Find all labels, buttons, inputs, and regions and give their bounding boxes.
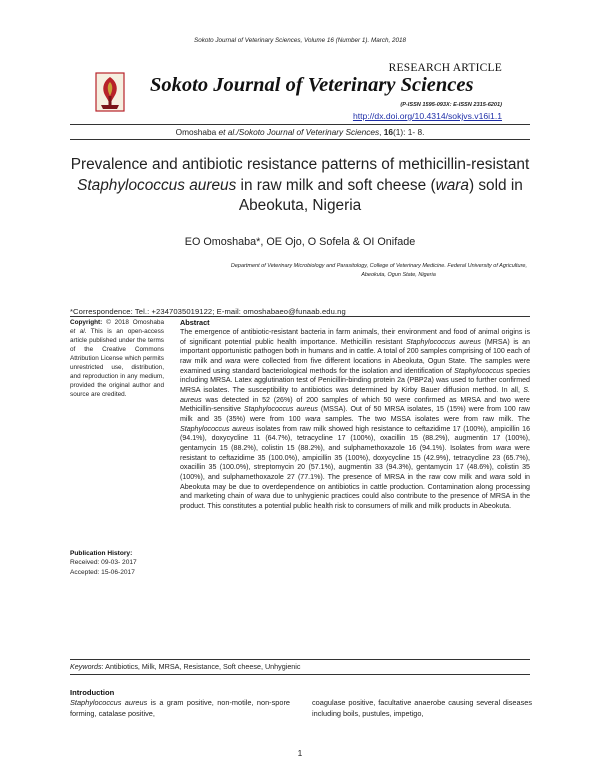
abstract-heading: Abstract: [180, 318, 210, 327]
abstract-italic: wara: [305, 415, 321, 424]
citation-authors: Omoshaba: [175, 127, 219, 137]
abstract-text: due to unhygienic practices could also contribute to the presence of MRSA in the product. This constitutes a potential public health risk to consumers of milk and milk products in Abeokuta.: [180, 492, 531, 510]
citation-divider: [70, 139, 530, 140]
keywords-text: : Antibiotics, Milk, MRSA, Resistance, Soft cheese, Unhygienic: [101, 662, 301, 671]
citation-journal: ./Sokoto Journal of Veterinary Sciences: [234, 127, 380, 137]
copyright-label: Copyright:: [70, 319, 103, 326]
abstract-italic: Staphylococcus aureus: [405, 337, 481, 346]
abstract-divider: [70, 316, 530, 317]
abstract-text: isolates from raw milk showed high resistance to ceftazidime 17 (100%), ampicillin 16 (94.1%), doxycycline 11 (64.7%), tetracycline 17 (100%), oxacillin 15 (88.2%), augmentin 17 (100%), gentamycin 15 (88.2%), colistin 15 (88.2%), and sulphamethoxazole 16 (94.1%). Isolates from: [180, 424, 531, 453]
accepted-date: Accepted: 15-06-2017: [70, 568, 135, 576]
journal-logo-icon: [95, 72, 125, 112]
affiliation: [130, 262, 527, 280]
citation-etal: et al: [218, 127, 235, 137]
citation-issue-pages: (1): 1- 8.: [393, 127, 425, 137]
abstract-body: [180, 328, 530, 511]
abstract-text: samples. The two MSSA isolates were from raw milk. The: [320, 415, 530, 424]
publication-history: [70, 549, 180, 577]
affiliation-line: Department of Veterinary Microbiology and Parasitology, College of Veterinary Medicine. Federal University of Agriculture,: [230, 263, 527, 269]
history-label: Publication History:: [70, 550, 133, 557]
header-divider: [70, 124, 530, 125]
abstract-italic: Staphylococcus aureus: [180, 424, 254, 433]
keywords-label: Keywords: [70, 662, 102, 671]
intro-divider: [70, 674, 530, 675]
keywords: [70, 662, 530, 671]
title-text: Prevalence and antibiotic resistance patterns of methicillin-resistant: [70, 156, 530, 173]
correspondence: *Correspondence: Tel.: +2347035019122; E-mail: omoshabaeo@funaab.edu.ng: [70, 307, 346, 316]
abstract-text: were collected from five different locations in Abeokuta, Ogun State. The samples were examined using standard bacteriological methods for the isolation and identification of: [180, 357, 531, 375]
abstract-italic: wara: [255, 492, 271, 501]
title-species: Staphylococcus aureus: [77, 176, 237, 194]
abstract-italic: Staphylococcus aureus: [243, 405, 318, 414]
page-number: 1: [297, 748, 303, 758]
citation-separator: ,: [379, 127, 384, 137]
abstract-text: sold in Abeokuta may be due to overdependence on antibiotics in cattle production. Contamination along processing and marketing chain of: [180, 473, 530, 501]
intro-text: is a gram positive, non-motile, non-spore forming, catalase positive,: [70, 698, 291, 719]
copyright-notice: [70, 318, 164, 399]
abstract-italic: Staphylococcus: [454, 366, 504, 375]
citation-volume: 16: [383, 127, 394, 137]
keywords-divider: [70, 659, 530, 660]
citation-line: [0, 127, 600, 137]
abstract-text: was detected in 52 (26%) of 200 samples of which 50 were confirmed as MRSA and two were Methicillin-sensitive: [180, 395, 530, 414]
abstract-text: (MSSA). Out of 50 MRSA isolates, 15 (15%) were from 100 raw milk and 35 (35%) were from 100: [180, 405, 531, 424]
article-title: [60, 155, 540, 217]
introduction-heading: Introduction: [70, 688, 115, 697]
abstract-text: The emergence of antibiotic-resistant bacteria in farm animals, their environment and food of animal origins is of significant potential public health importance. Methicillin resistant: [180, 328, 530, 346]
abstract-text: species including MRSA. Latex agglutination test of Penicillin-binding protein 2a (PBP2a) was used to further confirmed MRSA isolates. The susceptibility to antibiotics was determined by Kirby Bauer diffusion method. In all,: [180, 366, 530, 395]
affiliation-line: Abeokuta, Ogun State, Nigeria: [361, 272, 436, 278]
abstract-text: were resistant to ceftazidime 35 (100.0%), ampicillin 35 (100%), doxycycline 15 (42.9%), tetracycline 23 (65.7%), oxacillin 35 (100.0%), streptomycin 20 (57.1%), augmentin 33 (94.3%), gentamycin 17 (48.6%), colistin 35 (100%), and sulphamethoxazole 27 (77.1%). The presence of MRSA in the raw cow milk and: [180, 444, 530, 481]
running-head: Sokoto Journal of Veterinary Sciences, Volume 16 (Number 1). March, 2018: [194, 37, 406, 44]
copyright-text: © 2018 Omoshaba: [102, 319, 164, 326]
abstract-italic: wara: [495, 444, 512, 453]
title-wara: wara: [435, 176, 469, 194]
received-date: Received: 09-03- 2017: [70, 559, 137, 567]
license-text: This is an open-access article published under the terms of the Creative Commons Attribution License which permits unrestricted use, distribution, and reproduction in any medium, provided the original author and source are credited.: [70, 328, 164, 399]
article-type-label: RESEARCH ARTICLE: [388, 62, 502, 74]
journal-name: Sokoto Journal of Veterinary Sciences: [150, 74, 474, 96]
title-text: in raw milk and soft cheese (: [236, 176, 436, 194]
issn: (P-ISSN 1595-093X: E-ISSN 2315-6201): [400, 102, 502, 108]
abstract: [180, 318, 530, 512]
abstract-text: (MRSA) is an important opportunistic pathogen both in humans and in cattle. A total of 200 samples comprising of 100 each of raw milk and: [180, 337, 530, 366]
abstract-italic: S. aureus: [180, 386, 530, 404]
title-text: ) sold in Abeokuta, Nigeria: [238, 176, 523, 214]
intro-species: Staphylococcus aureus: [70, 698, 148, 707]
doi-link[interactable]: http://dx.doi.org/10.4314/sokjvs.v16i1.1: [352, 111, 502, 121]
introduction-right-column: coagulase positive, facultative anaerobe causing several diseases including boils, pustules, impetigo,: [312, 698, 532, 719]
copyright-etal: et al.: [70, 328, 87, 336]
introduction-left-column: [70, 697, 290, 720]
abstract-italic: wara: [225, 357, 241, 366]
abstract-italic: wara: [489, 473, 506, 481]
authors: EO Omoshaba*, OE Ojo, O Sofela & OI Onifade: [184, 236, 416, 248]
